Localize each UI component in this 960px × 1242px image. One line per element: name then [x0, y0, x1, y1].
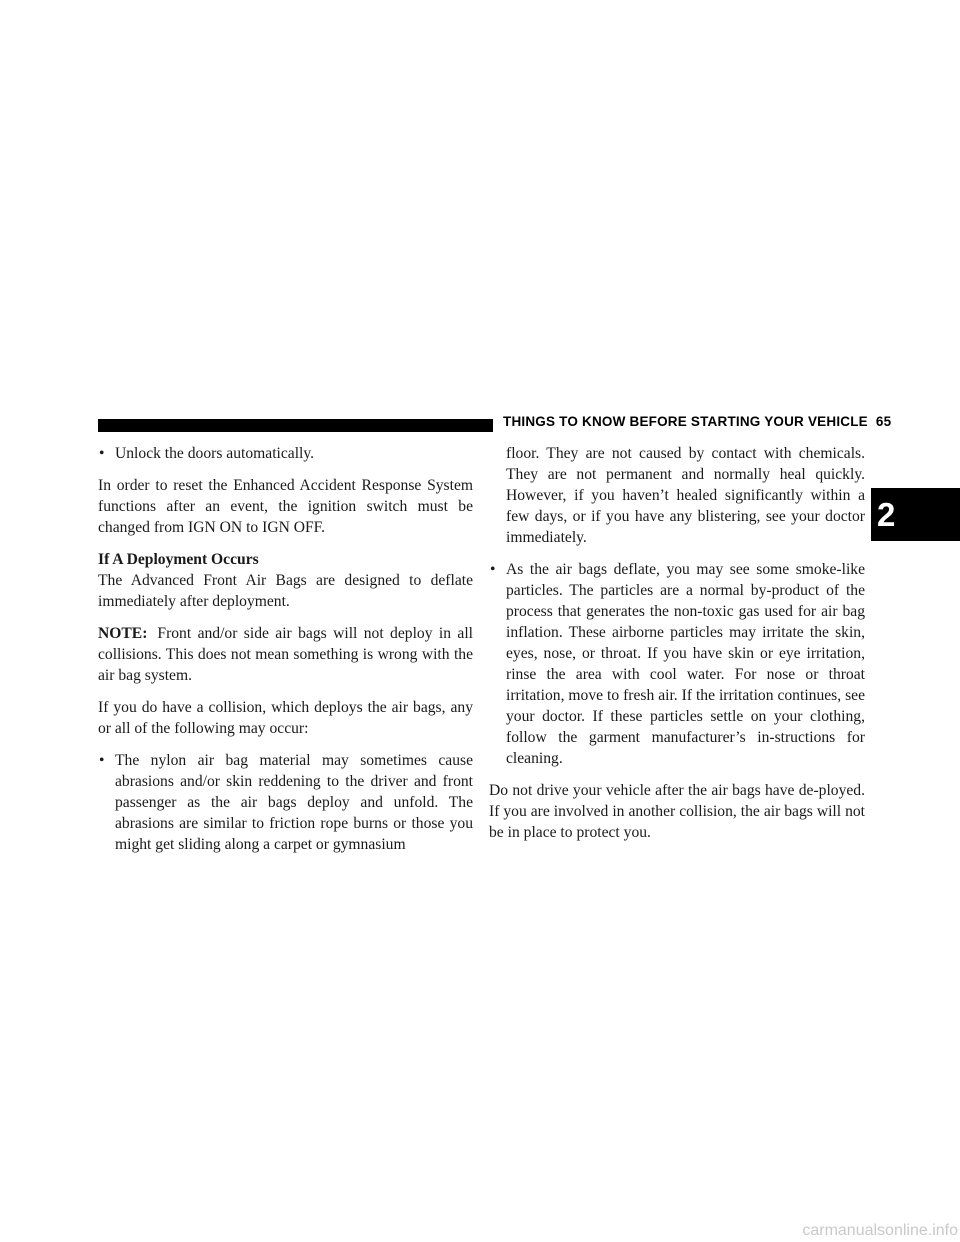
- reset-paragraph: In order to reset the Enhanced Accident Response System functions after an event, the ignition switch must be changed from IGN ON to IGN OFF.: [98, 477, 473, 536]
- list-item-text: Unlock the doors automatically.: [115, 445, 315, 462]
- list-item-continuation: floor. They are not caused by contact with chemicals. They are not permanent and normally heal quickly. However, if you haven’t healed significantly within a few days, or if you have any blistering, see your doctor immediately.: [506, 445, 865, 546]
- note-label: NOTE:: [98, 625, 148, 642]
- chapter-number: 2: [877, 495, 896, 533]
- list-item: [98, 443, 473, 464]
- collision-paragraph: If you do have a collision, which deploys the air bags, any or all of the following may occur:: [98, 699, 473, 737]
- right-column: [489, 443, 865, 843]
- list-item-text: As the air bags deflate, you may see some smoke-like particles. The particles are a normal by-product of the process that generates the non-toxic gas used for air bag inflation. These airborne particles may irritate the skin, eyes, nose, or throat. If you have skin or eye irritation, rinse the area with cool water. For nose or throat irritation, move to fresh air. If the irritation continues, see your doctor. If these particles settle on your clothing, follow the garment manufacturer’s in-structions for cleaning.: [506, 561, 865, 767]
- note-paragraph: [98, 623, 473, 686]
- bullet-icon: •: [490, 561, 496, 578]
- running-header: [503, 414, 891, 429]
- deflate-paragraph: The Advanced Front Air Bags are designed to deflate immediately after deployment.: [98, 572, 473, 610]
- note-text: Front and/or side air bags will not deploy in all collisions. This does not mean something is wrong with the air bag system.: [98, 625, 473, 684]
- bullet-icon: •: [99, 752, 105, 769]
- bullet-icon: •: [99, 445, 105, 462]
- final-paragraph: Do not drive your vehicle after the air bags have de-ployed. If you are involved in another collision, the air bags will not be in place to protect you.: [489, 782, 865, 841]
- section-heading: If A Deployment Occurs: [98, 551, 259, 568]
- header-title: THINGS TO KNOW BEFORE STARTING YOUR VEHICLE: [503, 414, 868, 429]
- page-number: 65: [875, 414, 892, 429]
- left-column: [98, 443, 473, 855]
- list-item-text: The nylon air bag material may sometimes cause abrasions and/or skin reddening to the driver and front passenger as the air bags deploy and unfold. The abrasions are similar to friction rope burns or those you might get sliding along a carpet or gymnasium: [115, 752, 473, 853]
- list-item: [98, 750, 473, 855]
- list-item: [489, 559, 865, 769]
- footer-watermark: carmanualsonline.info: [802, 1222, 958, 1239]
- header-rule: [98, 419, 493, 432]
- chapter-tab: [871, 488, 960, 541]
